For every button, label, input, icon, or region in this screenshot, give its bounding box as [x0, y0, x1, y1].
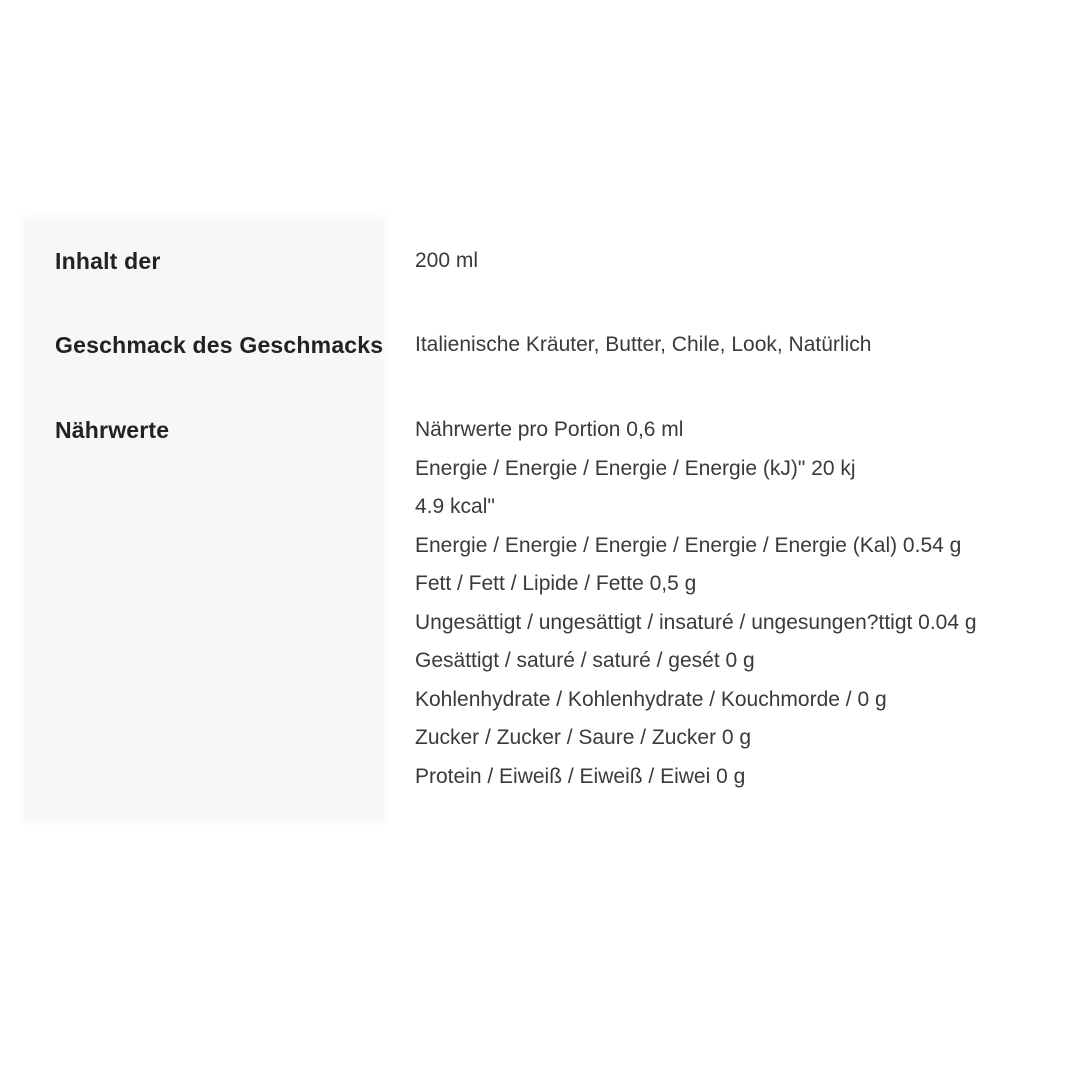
nutrition-line-serving: Nährwerte pro Portion 0,6 ml: [415, 418, 684, 441]
nutrition-lines-block: [415, 411, 977, 796]
nutrition-line-fat: Fett / Fett / Lipide / Fette 0,5 g: [415, 572, 697, 595]
nutrition-line-energy-kcal: 4.9 kcal": [415, 495, 495, 518]
nutrition-line-carbohydrates: Kohlenhydrate / Kohlenhydrate / Kouchmorde / 0 g: [415, 687, 887, 711]
nutrition-line-protein: Protein / Eiweiß / Eiweiß / Eiwei 0 g: [415, 764, 746, 788]
row-value-inhalt: 200 ml: [415, 249, 479, 272]
row-label-naehrwerte: Nährwerte: [55, 417, 170, 443]
nutrition-line-energy-kal: Energie / Energie / Energie / Energie / Energie (Kal) 0.54 g: [415, 533, 962, 557]
row-label-inhalt: Inhalt der: [55, 248, 161, 274]
nutrition-line-saturated: Gesättigt / saturé / saturé / gesét 0 g: [415, 649, 755, 672]
nutrition-line-unsaturated: Ungesättigt / ungesättigt / insaturé / ungesungen?ttigt 0.04 g: [415, 610, 977, 634]
row-value-geschmack: Italienische Kräuter, Butter, Chile, Look, Natürlich: [415, 333, 872, 356]
label-column-background: [24, 218, 384, 820]
nutrition-line-sugar: Zucker / Zucker / Saure / Zucker 0 g: [415, 726, 752, 749]
row-label-geschmack: Geschmack des Geschmacks: [55, 332, 384, 358]
nutrition-line-energy-kj: Energie / Energie / Energie / Energie (kJ)" 20 kj: [415, 456, 856, 480]
